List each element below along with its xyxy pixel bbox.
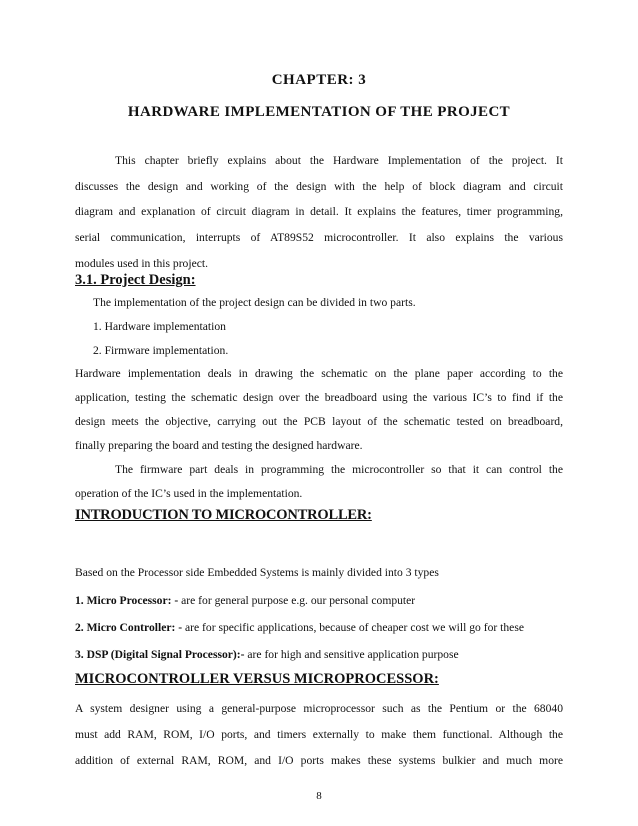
type-item-dsp (75, 648, 459, 661)
types-lead: Based on the Processor side Embedded Systems is mainly divided into 3 types (75, 566, 439, 579)
type-item-microprocessor (75, 594, 415, 607)
list-item: 1. Hardware implementation (93, 320, 226, 333)
paragraph-line: must add RAM, ROM, I/O ports, and timers externally to make them functional. Although the (75, 728, 563, 741)
list-item: 2. Firmware implementation. (93, 344, 229, 357)
type-item-microcontroller (75, 621, 524, 634)
paragraph-line: addition of external RAM, ROM, and I/O ports makes these systems bulkier and much more (75, 754, 563, 767)
paragraph-line: Hardware implementation deals in drawing the schematic on the plane paper according to the (75, 367, 563, 380)
type-desc: are for general purpose e.g. our personal computer (178, 594, 416, 607)
type-term: 2. Micro Controller: - (75, 621, 183, 634)
intro-line: This chapter briefly explains about the Hardware Implementation of the project. It (115, 154, 563, 167)
page-number: 8 (316, 790, 322, 802)
type-term: 1. Micro Processor: - (75, 594, 179, 607)
paragraph-line: A system designer using a general-purpose microprocessor such as the Pentium or the 68040 (75, 702, 563, 715)
chapter-title: HARDWARE IMPLEMENTATION OF THE PROJECT (127, 104, 511, 120)
intro-line: discusses the design and working of the design with the help of block diagram and circuit (75, 180, 563, 193)
type-term: 3. DSP (Digital Signal Processor):- (75, 648, 245, 661)
paragraph-line: operation of the IC’s used in the implementation. (75, 487, 303, 500)
paragraph-line: finally preparing the board and testing the designed hardware. (75, 439, 363, 452)
paragraph-line: The firmware part deals in programming the microcontroller so that it can control the (115, 463, 563, 476)
chapter-label: CHAPTER: 3 (271, 72, 367, 88)
project-design-lead: The implementation of the project design can be divided in two parts. (93, 296, 416, 309)
section-heading-project-design: 3.1. Project Design: (75, 272, 196, 288)
intro-line: serial communication, interrupts of AT89S52 microcontroller. It also explains the various (75, 231, 563, 244)
intro-line: diagram and explanation of circuit diagram in detail. It explains the features, timer programming, (75, 205, 563, 218)
section-heading-intro-microcontroller: INTRODUCTION TO MICROCONTROLLER: (75, 507, 372, 523)
intro-line: modules used in this project. (75, 257, 208, 270)
paragraph-line: application, testing the schematic design over the breadboard using the various IC’s to find if the (75, 391, 563, 404)
type-desc: are for specific applications, because of cheaper cost we will go for these (182, 621, 524, 634)
paragraph-line: design meets the objective, carrying out the PCB layout of the schematic tested on breadboard, (75, 415, 563, 428)
section-heading-versus: MICROCONTROLLER VERSUS MICROPROCESSOR: (75, 671, 439, 687)
type-desc: are for high and sensitive application purpose (244, 648, 459, 661)
